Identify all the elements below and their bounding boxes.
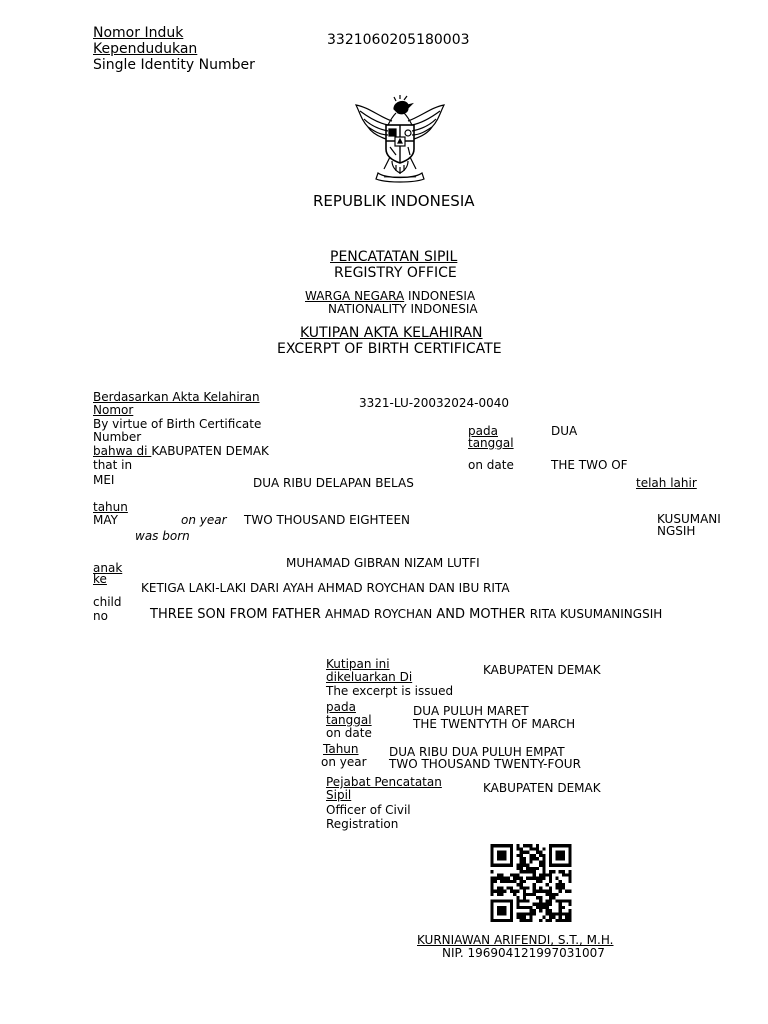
nationality-label-id: WARGA NEGARA: [305, 289, 405, 303]
office-title-en: REGISTRY OFFICE: [334, 265, 457, 281]
month-en: MAY: [93, 513, 118, 527]
child-label-en-1: child: [93, 595, 122, 609]
child-value-id: KETIGA LAKI-LAKI DARI AYAH AHMAD ROYCHAN DAN IBU RITA: [141, 581, 510, 595]
born-label-id: telah lahir: [636, 476, 697, 490]
country-title: REPUBLIK INDONESIA: [313, 192, 475, 210]
issued-date-value-en: THE TWENTYTH OF MARCH: [413, 717, 576, 731]
issued-date-label-id-1: pada: [326, 700, 356, 714]
document-title-en: EXCERPT OF BIRTH CERTIFICATE: [277, 341, 502, 357]
child-label-id-1: anak: [93, 561, 123, 575]
mother-overflow-1: KUSUMANI: [657, 512, 721, 526]
officer-label-en-1: Officer of Civil: [326, 803, 411, 817]
cert-no-label-en-1: By virtue of Birth Certificate: [93, 417, 262, 431]
year-label-en: on year: [181, 513, 227, 527]
cert-no-label-id-2: Nomor: [93, 403, 134, 417]
place-label-en: that in: [93, 458, 133, 472]
place-value: KABUPATEN DEMAK: [151, 444, 269, 458]
signatory-name: KURNIAWAN ARIFENDI, S.T., M.H.: [417, 933, 614, 947]
cert-no-label-en-2: Number: [93, 430, 142, 444]
child-name: MUHAMAD GIBRAN NIZAM LUTFI: [286, 556, 480, 570]
child-label-id-2: ke: [93, 572, 107, 586]
date-label-en: on date: [468, 458, 514, 472]
mother-overflow-2: NGSIH: [657, 524, 696, 538]
qr-code-icon[interactable]: [490, 844, 572, 922]
nationality-value-id: INDONESIA: [408, 289, 476, 303]
born-label-en: was born: [135, 529, 190, 543]
nationality-line-en: NATIONALITY INDONESIA: [328, 302, 478, 316]
issued-year-label-en: on year: [321, 755, 367, 769]
nik-label-id-2: Kependudukan: [93, 41, 198, 57]
child-value-en: [150, 604, 662, 623]
issued-date-label-en: on date: [326, 726, 372, 740]
nik-value: 3321060205180003: [327, 32, 470, 48]
officer-label-id-2: Sipil: [326, 788, 352, 802]
year-value-en: TWO THOUSAND EIGHTEEN: [244, 513, 411, 527]
child-value-en-a: THREE SON FROM FATHER: [150, 607, 326, 622]
document-title-id: KUTIPAN AKTA KELAHIRAN: [300, 325, 483, 341]
garuda-pancasila-emblem-icon: [350, 95, 450, 185]
nik-label-en: Single Identity Number: [93, 57, 255, 73]
issued-year-label-id: Tahun: [323, 742, 359, 756]
child-value-en-d: RITA KUSUMANINGSIH: [529, 607, 663, 621]
date-value-id: DUA: [551, 424, 578, 438]
year-value-id: DUA RIBU DELAPAN BELAS: [253, 476, 414, 490]
issued-year-value-id: DUA RIBU DUA PULUH EMPAT: [389, 745, 565, 759]
issued-label-id-2: dikeluarkan Di: [326, 670, 413, 684]
office-title-id: PENCATATAN SIPIL: [330, 249, 458, 265]
signatory-nip: NIP. 196904121997031007: [442, 946, 605, 960]
issued-value: KABUPATEN DEMAK: [483, 663, 601, 677]
cert-no-value: 3321-LU-20032024-0040: [359, 396, 510, 410]
issued-year-value-en: TWO THOUSAND TWENTY-FOUR: [389, 757, 581, 771]
officer-region: KABUPATEN DEMAK: [483, 781, 601, 795]
officer-label-en-2: Registration: [326, 817, 399, 831]
month-id: MEI: [93, 473, 115, 487]
date-label-id-2: tanggal: [468, 436, 514, 450]
place-label-id: bahwa di: [93, 444, 152, 458]
issued-date-value-id: DUA PULUH MARET: [413, 704, 529, 718]
place-line: [93, 445, 269, 459]
date-value-en: THE TWO OF: [551, 458, 628, 472]
nik-label-id-1: Nomor Induk: [93, 25, 184, 41]
issued-date-label-id-2: tanggal: [326, 713, 372, 727]
child-label-en-2: no: [93, 609, 108, 623]
year-label-id: tahun: [93, 500, 128, 514]
officer-label-id-1: Pejabat Pencatatan: [326, 775, 442, 789]
child-value-en-b: AHMAD ROYCHAN: [325, 607, 433, 621]
cert-no-label-id-1: Berdasarkan Akta Kelahiran: [93, 390, 260, 404]
issued-label-id-1: Kutipan ini: [326, 657, 390, 671]
issued-label-en: The excerpt is issued: [326, 684, 454, 698]
date-label-id-1: pada: [468, 424, 498, 438]
child-value-en-c: AND MOTHER: [432, 607, 530, 622]
